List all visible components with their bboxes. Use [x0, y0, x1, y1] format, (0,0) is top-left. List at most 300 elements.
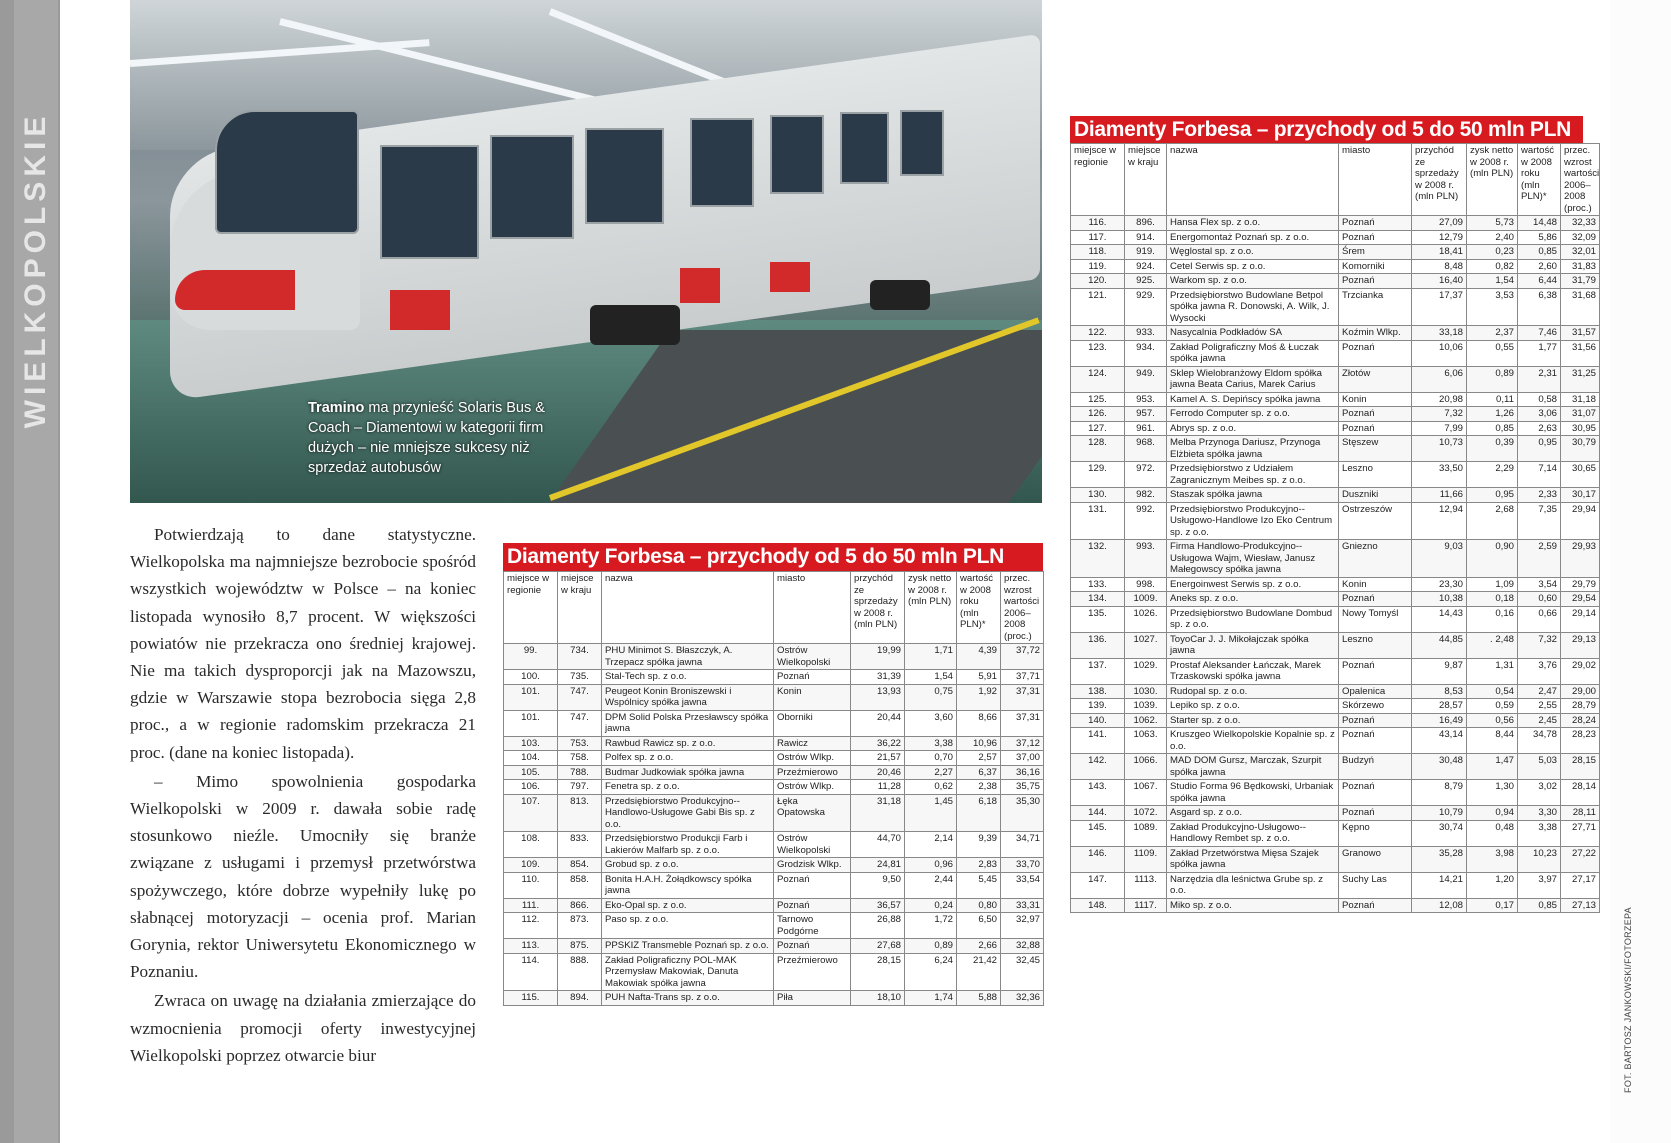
cell-country-rank: 1062. — [1125, 713, 1167, 728]
cell-net-profit: 0,11 — [1467, 392, 1518, 407]
cell-growth: 31,83 — [1561, 259, 1600, 274]
cell-company-name: Peugeot Konin Broniszewski i Wspólnicy spółka jawna — [602, 684, 774, 710]
cell-net-profit: 1,31 — [1467, 658, 1518, 684]
table-header-row — [1071, 144, 1600, 216]
cell-revenue: 33,50 — [1412, 462, 1467, 488]
table-row — [504, 953, 1044, 991]
cell-value: 34,78 — [1518, 728, 1561, 754]
cell-city: Ostrów Wlkp. — [774, 780, 851, 795]
cell-revenue: 23,30 — [1412, 577, 1467, 592]
cell-growth: 27,13 — [1561, 898, 1600, 913]
cell-net-profit: 0,56 — [1467, 713, 1518, 728]
cell-company-name: ToyoCar J. J. Mikołajczak spółka jawna — [1167, 632, 1339, 658]
cell-net-profit: 0,89 — [1467, 366, 1518, 392]
caption-bold: Tramino — [308, 400, 365, 416]
cell-country-rank: 925. — [1125, 274, 1167, 289]
cell-region-rank: 120. — [1071, 274, 1125, 289]
cell-city: Konin — [1339, 392, 1412, 407]
cell-value: 0,80 — [957, 898, 1001, 913]
table-row — [504, 644, 1044, 670]
table-row — [1071, 577, 1600, 592]
tram-red-panel — [175, 270, 295, 310]
cell-revenue: 12,79 — [1412, 230, 1467, 245]
cell-country-rank: 797. — [558, 780, 602, 795]
table-row — [1071, 754, 1600, 780]
cell-growth: 31,07 — [1561, 407, 1600, 422]
cell-region-rank: 145. — [1071, 820, 1125, 846]
cell-value: 0,95 — [1518, 436, 1561, 462]
cell-region-rank: 109. — [504, 858, 558, 873]
table-body — [1071, 216, 1600, 913]
cell-revenue: 31,18 — [851, 794, 905, 832]
cell-growth: 31,56 — [1561, 340, 1600, 366]
cell-country-rank: 919. — [1125, 245, 1167, 260]
cell-net-profit: . 2,48 — [1467, 632, 1518, 658]
table-row — [504, 794, 1044, 832]
cell-region-rank: 147. — [1071, 872, 1125, 898]
cell-net-profit: 1,74 — [905, 991, 957, 1006]
cell-net-profit: 6,24 — [905, 953, 957, 991]
tram-window — [900, 110, 944, 176]
cell-growth: 35,30 — [1001, 794, 1044, 832]
cell-revenue: 16,40 — [1412, 274, 1467, 289]
cell-region-rank: 136. — [1071, 632, 1125, 658]
table-row — [1071, 713, 1600, 728]
tram-red-panel — [390, 290, 450, 330]
cell-region-rank: 124. — [1071, 366, 1125, 392]
cell-growth: 35,75 — [1001, 780, 1044, 795]
cell-revenue: 7,32 — [1412, 407, 1467, 422]
cell-company-name: Zakład Poligraficzny Moś & Łuczak spółka jawna — [1167, 340, 1339, 366]
table-row — [504, 765, 1044, 780]
cell-value: 6,44 — [1518, 274, 1561, 289]
cell-growth: 32,01 — [1561, 245, 1600, 260]
cell-value: 3,54 — [1518, 577, 1561, 592]
table-header-row — [504, 572, 1044, 644]
cell-city: Granowo — [1339, 846, 1412, 872]
cell-country-rank: 924. — [1125, 259, 1167, 274]
cell-revenue: 27,68 — [851, 939, 905, 954]
cell-region-rank: 131. — [1071, 502, 1125, 540]
cell-company-name: Staszak spółka jawna — [1167, 488, 1339, 503]
cell-city: Gniezno — [1339, 540, 1412, 578]
table-row — [1071, 632, 1600, 658]
cell-company-name: Studio Forma 96 Będkowski, Urbaniak spółka jawna — [1167, 780, 1339, 806]
cell-value: 5,88 — [957, 991, 1001, 1006]
cell-region-rank: 148. — [1071, 898, 1125, 913]
cell-country-rank: 982. — [1125, 488, 1167, 503]
cell-region-rank: 118. — [1071, 245, 1125, 260]
cell-value: 6,37 — [957, 765, 1001, 780]
cell-company-name: Aneks sp. z o.o. — [1167, 592, 1339, 607]
cell-value: 2,59 — [1518, 540, 1561, 578]
cell-growth: 37,00 — [1001, 751, 1044, 766]
cell-country-rank: 933. — [1125, 326, 1167, 341]
section-label: WIELKOPOLSKIE — [19, 111, 52, 429]
cell-country-rank: 858. — [558, 872, 602, 898]
cell-growth: 29,14 — [1561, 606, 1600, 632]
cell-country-rank: 1113. — [1125, 872, 1167, 898]
cell-company-name: Przedsiębiorstwo Produkcyjno--Usługowo-Handlowe Izo Eko Centrum sp. z o.o. — [1167, 502, 1339, 540]
cell-company-name: Przedsiębiorstwo Produkcji Farb i Lakierów Malfarb sp. z o.o. — [602, 832, 774, 858]
cell-value: 3,30 — [1518, 806, 1561, 821]
background-decoration — [1045, 40, 1671, 120]
cell-country-rank: 929. — [1125, 288, 1167, 326]
table-row — [1071, 502, 1600, 540]
col-header-region-rank: miejsce w regionie — [1071, 144, 1125, 216]
cell-value: 2,47 — [1518, 684, 1561, 699]
table-row — [1071, 259, 1600, 274]
cell-growth: 29,93 — [1561, 540, 1600, 578]
cell-net-profit: 0,24 — [905, 898, 957, 913]
cell-revenue: 17,37 — [1412, 288, 1467, 326]
photo-credit: FOT. BARTOSZ JANKOWSKI/FOTORZEPA — [1623, 907, 1633, 1093]
cell-city: Duszniki — [1339, 488, 1412, 503]
col-header-city: miasto — [1339, 144, 1412, 216]
cell-value: 5,86 — [1518, 230, 1561, 245]
cell-net-profit: 8,44 — [1467, 728, 1518, 754]
cell-country-rank: 866. — [558, 898, 602, 913]
cell-company-name: Cetel Serwis sp. z o.o. — [1167, 259, 1339, 274]
cell-country-rank: 957. — [1125, 407, 1167, 422]
cell-value: 6,38 — [1518, 288, 1561, 326]
cell-value: 7,46 — [1518, 326, 1561, 341]
cell-revenue: 16,49 — [1412, 713, 1467, 728]
cell-growth: 30,95 — [1561, 421, 1600, 436]
cell-net-profit: 0,94 — [1467, 806, 1518, 821]
cell-revenue: 9,87 — [1412, 658, 1467, 684]
cell-city: Komorniki — [1339, 259, 1412, 274]
cell-value: 8,66 — [957, 710, 1001, 736]
article-paragraph: Potwierdzają to dane statystyczne. Wielkopolska ma najmniejsze bezrobocie spośród wszystkich województw w Polsce – na koniec listopada wynosiło 8,7 procent. W większości powiatów nie przekracza ono średniej krajowej. Nie ma takich dysproporcji jak na Mazowszu, gdzie w Warszawie stopa bezrobocia sięga 2,8 proc., a w regionie radomskim przekracza 21 proc. (dane na koniec listopada). — [130, 525, 476, 762]
cell-region-rank: 100. — [504, 670, 558, 685]
table-row — [1071, 606, 1600, 632]
cell-region-rank: 101. — [504, 710, 558, 736]
cell-growth: 31,68 — [1561, 288, 1600, 326]
cell-region-rank: 139. — [1071, 699, 1125, 714]
cell-growth: 28,11 — [1561, 806, 1600, 821]
cell-revenue: 10,06 — [1412, 340, 1467, 366]
tram-bogie — [870, 280, 930, 310]
section-sidebar — [0, 0, 60, 1143]
cell-region-rank: 107. — [504, 794, 558, 832]
cell-growth: 28,79 — [1561, 699, 1600, 714]
cell-country-rank: 993. — [1125, 540, 1167, 578]
cell-company-name: Energomontaż Poznań sp. z o.o. — [1167, 230, 1339, 245]
cell-value: 0,85 — [1518, 245, 1561, 260]
cell-revenue: 12,94 — [1412, 502, 1467, 540]
cell-city: Poznań — [1339, 216, 1412, 231]
cell-company-name: PHU Minimot S. Błaszczyk, A. Trzepacz spółka jawna — [602, 644, 774, 670]
cell-region-rank: 121. — [1071, 288, 1125, 326]
cell-revenue: 13,93 — [851, 684, 905, 710]
cell-company-name: Kamel A. S. Depińscy spółka jawna — [1167, 392, 1339, 407]
col-header-revenue: przychód ze sprzedaży w 2008 r. (mln PLN) — [851, 572, 905, 644]
table-row — [1071, 540, 1600, 578]
cell-revenue: 9,50 — [851, 872, 905, 898]
cell-net-profit: 2,14 — [905, 832, 957, 858]
cell-region-rank: 133. — [1071, 577, 1125, 592]
cell-country-rank: 833. — [558, 832, 602, 858]
cell-country-rank: 949. — [1125, 366, 1167, 392]
table-row — [504, 710, 1044, 736]
cell-net-profit: 3,60 — [905, 710, 957, 736]
cell-region-rank: 114. — [504, 953, 558, 991]
cell-country-rank: 747. — [558, 684, 602, 710]
ranking-table-2 — [1070, 116, 1600, 913]
col-header-net-profit: zysk netto w 2008 r. (mln PLN) — [1467, 144, 1518, 216]
table-row — [504, 670, 1044, 685]
cell-growth: 33,70 — [1001, 858, 1044, 873]
cell-region-rank: 112. — [504, 913, 558, 939]
cell-city: Poznań — [774, 872, 851, 898]
cell-country-rank: 753. — [558, 736, 602, 751]
cell-net-profit: 3,38 — [905, 736, 957, 751]
cell-company-name: Przedsiębiorstwo Produkcyjno--Handlowo-Usługowe Gabi Bis sp. z o.o. — [602, 794, 774, 832]
table-row — [1071, 462, 1600, 488]
table-row — [1071, 392, 1600, 407]
cell-region-rank: 146. — [1071, 846, 1125, 872]
cell-country-rank: 1063. — [1125, 728, 1167, 754]
table-row — [1071, 488, 1600, 503]
table-row — [504, 872, 1044, 898]
cell-revenue: 30,74 — [1412, 820, 1467, 846]
cell-company-name: Rawbud Rawicz sp. z o.o. — [602, 736, 774, 751]
cell-value: 5,03 — [1518, 754, 1561, 780]
cell-net-profit: 1,54 — [1467, 274, 1518, 289]
cell-company-name: Zakład Produkcyjno-Usługowo--Handlowy Rembet sp. z o.o. — [1167, 820, 1339, 846]
cell-net-profit: 2,27 — [905, 765, 957, 780]
cell-city: Leszno — [1339, 462, 1412, 488]
cell-net-profit: 1,20 — [1467, 872, 1518, 898]
cell-revenue: 44,85 — [1412, 632, 1467, 658]
cell-net-profit: 0,62 — [905, 780, 957, 795]
cell-region-rank: 129. — [1071, 462, 1125, 488]
cell-region-rank: 122. — [1071, 326, 1125, 341]
tram-red-panel — [680, 268, 720, 303]
cell-value: 3,06 — [1518, 407, 1561, 422]
cell-revenue: 8,79 — [1412, 780, 1467, 806]
cell-region-rank: 144. — [1071, 806, 1125, 821]
cell-city: Ostrów Wlkp. — [774, 751, 851, 766]
cell-net-profit: 2,29 — [1467, 462, 1518, 488]
table-row — [1071, 421, 1600, 436]
cell-net-profit: 0,95 — [1467, 488, 1518, 503]
cell-country-rank: 734. — [558, 644, 602, 670]
cell-net-profit: 0,70 — [905, 751, 957, 766]
cell-net-profit: 0,54 — [1467, 684, 1518, 699]
cell-country-rank: 1027. — [1125, 632, 1167, 658]
cell-country-rank: 934. — [1125, 340, 1167, 366]
cell-region-rank: 138. — [1071, 684, 1125, 699]
cell-revenue: 20,44 — [851, 710, 905, 736]
cell-growth: 32,88 — [1001, 939, 1044, 954]
cell-value: 0,85 — [1518, 898, 1561, 913]
cell-value: 10,23 — [1518, 846, 1561, 872]
cell-net-profit: 0,17 — [1467, 898, 1518, 913]
cell-city: Oborniki — [774, 710, 851, 736]
cell-country-rank: 873. — [558, 913, 602, 939]
cell-country-rank: 1009. — [1125, 592, 1167, 607]
cell-company-name: Węglostal sp. z o.o. — [1167, 245, 1339, 260]
cell-revenue: 18,41 — [1412, 245, 1467, 260]
cell-country-rank: 953. — [1125, 392, 1167, 407]
cell-value: 2,63 — [1518, 421, 1561, 436]
cell-company-name: Budmar Judkowiak spółka jawna — [602, 765, 774, 780]
cell-region-rank: 134. — [1071, 592, 1125, 607]
cell-value: 2,55 — [1518, 699, 1561, 714]
cell-value: 3,38 — [1518, 820, 1561, 846]
cell-value: 2,83 — [957, 858, 1001, 873]
table-body — [504, 644, 1044, 1006]
cell-country-rank: 813. — [558, 794, 602, 832]
cell-net-profit: 0,90 — [1467, 540, 1518, 578]
cell-value: 2,33 — [1518, 488, 1561, 503]
cell-revenue: 10,38 — [1412, 592, 1467, 607]
cell-growth: 30,65 — [1561, 462, 1600, 488]
article-paragraph: – Mimo spowolnienia gospodarka Wielkopolski w 2009 r. dawała sobie radę stosunkowo nieźle. Umocniły się branże związane z usługami i przemysł przetwórstwa spożywczego, które dobrze wypełniły lukę po słabnącej motoryzacji – ocenia prof. Marian Gorynia, rektor Uniwersytetu Ekonomicznego w Poznaniu. — [130, 771, 476, 982]
cell-revenue: 10,79 — [1412, 806, 1467, 821]
cell-growth: 33,31 — [1001, 898, 1044, 913]
cell-company-name: Bonita H.A.H. Żołądkowscy spółka jawna — [602, 872, 774, 898]
cell-country-rank: 758. — [558, 751, 602, 766]
cell-country-rank: 968. — [1125, 436, 1167, 462]
cell-city: Trzcianka — [1339, 288, 1412, 326]
cell-country-rank: 1072. — [1125, 806, 1167, 821]
cell-revenue: 31,39 — [851, 670, 905, 685]
cell-country-rank: 1026. — [1125, 606, 1167, 632]
cell-city: Ostrzeszów — [1339, 502, 1412, 540]
ranking-table-1 — [503, 543, 1043, 1006]
table-row — [504, 684, 1044, 710]
cell-growth: 28,15 — [1561, 754, 1600, 780]
tram-window — [840, 112, 889, 184]
cell-country-rank: 992. — [1125, 502, 1167, 540]
cell-growth: 32,09 — [1561, 230, 1600, 245]
table-row — [1071, 872, 1600, 898]
col-header-country-rank: miejsce w kraju — [558, 572, 602, 644]
cell-region-rank: 116. — [1071, 216, 1125, 231]
cell-city: Kępno — [1339, 820, 1412, 846]
cell-growth: 31,79 — [1561, 274, 1600, 289]
cell-growth: 29,79 — [1561, 577, 1600, 592]
cell-revenue: 44,70 — [851, 832, 905, 858]
cell-revenue: 36,22 — [851, 736, 905, 751]
cell-value: 5,45 — [957, 872, 1001, 898]
cell-city: Poznań — [1339, 274, 1412, 289]
cell-revenue: 10,73 — [1412, 436, 1467, 462]
cell-net-profit: 0,82 — [1467, 259, 1518, 274]
col-header-growth: przec. wzrost wartości 2006–2008 (proc.) — [1001, 572, 1044, 644]
ranking-table — [1070, 143, 1600, 913]
cell-revenue: 20,98 — [1412, 392, 1467, 407]
cell-region-rank: 111. — [504, 898, 558, 913]
cell-country-rank: 854. — [558, 858, 602, 873]
cell-city: Poznań — [774, 939, 851, 954]
cell-company-name: Paso sp. z o.o. — [602, 913, 774, 939]
cell-company-name: Przedsiębiorstwo Budowlane Betpol spółka jawna R. Donowski, A. Wilk, J. Wysocki — [1167, 288, 1339, 326]
cell-region-rank: 143. — [1071, 780, 1125, 806]
cell-country-rank: 735. — [558, 670, 602, 685]
cell-region-rank: 132. — [1071, 540, 1125, 578]
cell-value: 2,66 — [957, 939, 1001, 954]
cell-company-name: Grobud sp. z o.o. — [602, 858, 774, 873]
table-row — [1071, 216, 1600, 231]
cell-company-name: Sklep Wielobranżowy Eldom spółka jawna Beata Carius, Marek Carius — [1167, 366, 1339, 392]
cell-region-rank: 142. — [1071, 754, 1125, 780]
cell-value: 14,48 — [1518, 216, 1561, 231]
cell-city: Suchy Las — [1339, 872, 1412, 898]
cell-region-rank: 141. — [1071, 728, 1125, 754]
table-row — [504, 736, 1044, 751]
cell-region-rank: 130. — [1071, 488, 1125, 503]
cell-city: Ostrów Wielkopolski — [774, 832, 851, 858]
cell-region-rank: 140. — [1071, 713, 1125, 728]
cell-company-name: Prostaf Aleksander Łańczak, Marek Trzaskowski spółka jawna — [1167, 658, 1339, 684]
cell-value: 0,58 — [1518, 392, 1561, 407]
cell-revenue: 12,08 — [1412, 898, 1467, 913]
cell-revenue: 6,06 — [1412, 366, 1467, 392]
cell-value: 1,92 — [957, 684, 1001, 710]
cell-region-rank: 128. — [1071, 436, 1125, 462]
cell-value: 0,60 — [1518, 592, 1561, 607]
cell-revenue: 30,48 — [1412, 754, 1467, 780]
cell-revenue: 8,53 — [1412, 684, 1467, 699]
cell-net-profit: 2,37 — [1467, 326, 1518, 341]
cell-value: 21,42 — [957, 953, 1001, 991]
cell-country-rank: 888. — [558, 953, 602, 991]
cell-company-name: PUH Nafta-Trans sp. z o.o. — [602, 991, 774, 1006]
cell-value: 3,02 — [1518, 780, 1561, 806]
cell-country-rank: 961. — [1125, 421, 1167, 436]
cell-growth: 37,72 — [1001, 644, 1044, 670]
cell-revenue: 33,18 — [1412, 326, 1467, 341]
cell-growth: 27,22 — [1561, 846, 1600, 872]
cell-growth: 33,54 — [1001, 872, 1044, 898]
cell-net-profit: 3,98 — [1467, 846, 1518, 872]
table-row — [1071, 820, 1600, 846]
cell-company-name: Lepiko sp. z o.o. — [1167, 699, 1339, 714]
cell-net-profit: 2,68 — [1467, 502, 1518, 540]
cell-value: 7,14 — [1518, 462, 1561, 488]
col-header-name: nazwa — [602, 572, 774, 644]
cell-revenue: 28,57 — [1412, 699, 1467, 714]
cell-value: 10,96 — [957, 736, 1001, 751]
tram-window — [585, 128, 664, 224]
article-body — [130, 521, 476, 1069]
cell-growth: 32,33 — [1561, 216, 1600, 231]
cell-net-profit: 0,75 — [905, 684, 957, 710]
cell-country-rank: 896. — [1125, 216, 1167, 231]
cell-city: Złotów — [1339, 366, 1412, 392]
cell-growth: 32,45 — [1001, 953, 1044, 991]
cell-revenue: 28,15 — [851, 953, 905, 991]
table-row — [1071, 230, 1600, 245]
cell-growth: 37,12 — [1001, 736, 1044, 751]
cell-city: Leszno — [1339, 632, 1412, 658]
cell-country-rank: 1039. — [1125, 699, 1167, 714]
cell-net-profit: 0,23 — [1467, 245, 1518, 260]
cell-company-name: Eko-Opal sp. z o.o. — [602, 898, 774, 913]
cell-country-rank: 1066. — [1125, 754, 1167, 780]
cell-value: 0,66 — [1518, 606, 1561, 632]
cell-net-profit: 0,85 — [1467, 421, 1518, 436]
cell-region-rank: 127. — [1071, 421, 1125, 436]
cell-city: Tarnowo Podgórne — [774, 913, 851, 939]
table-row — [1071, 274, 1600, 289]
cell-growth: 37,31 — [1001, 684, 1044, 710]
cell-growth: 28,24 — [1561, 713, 1600, 728]
